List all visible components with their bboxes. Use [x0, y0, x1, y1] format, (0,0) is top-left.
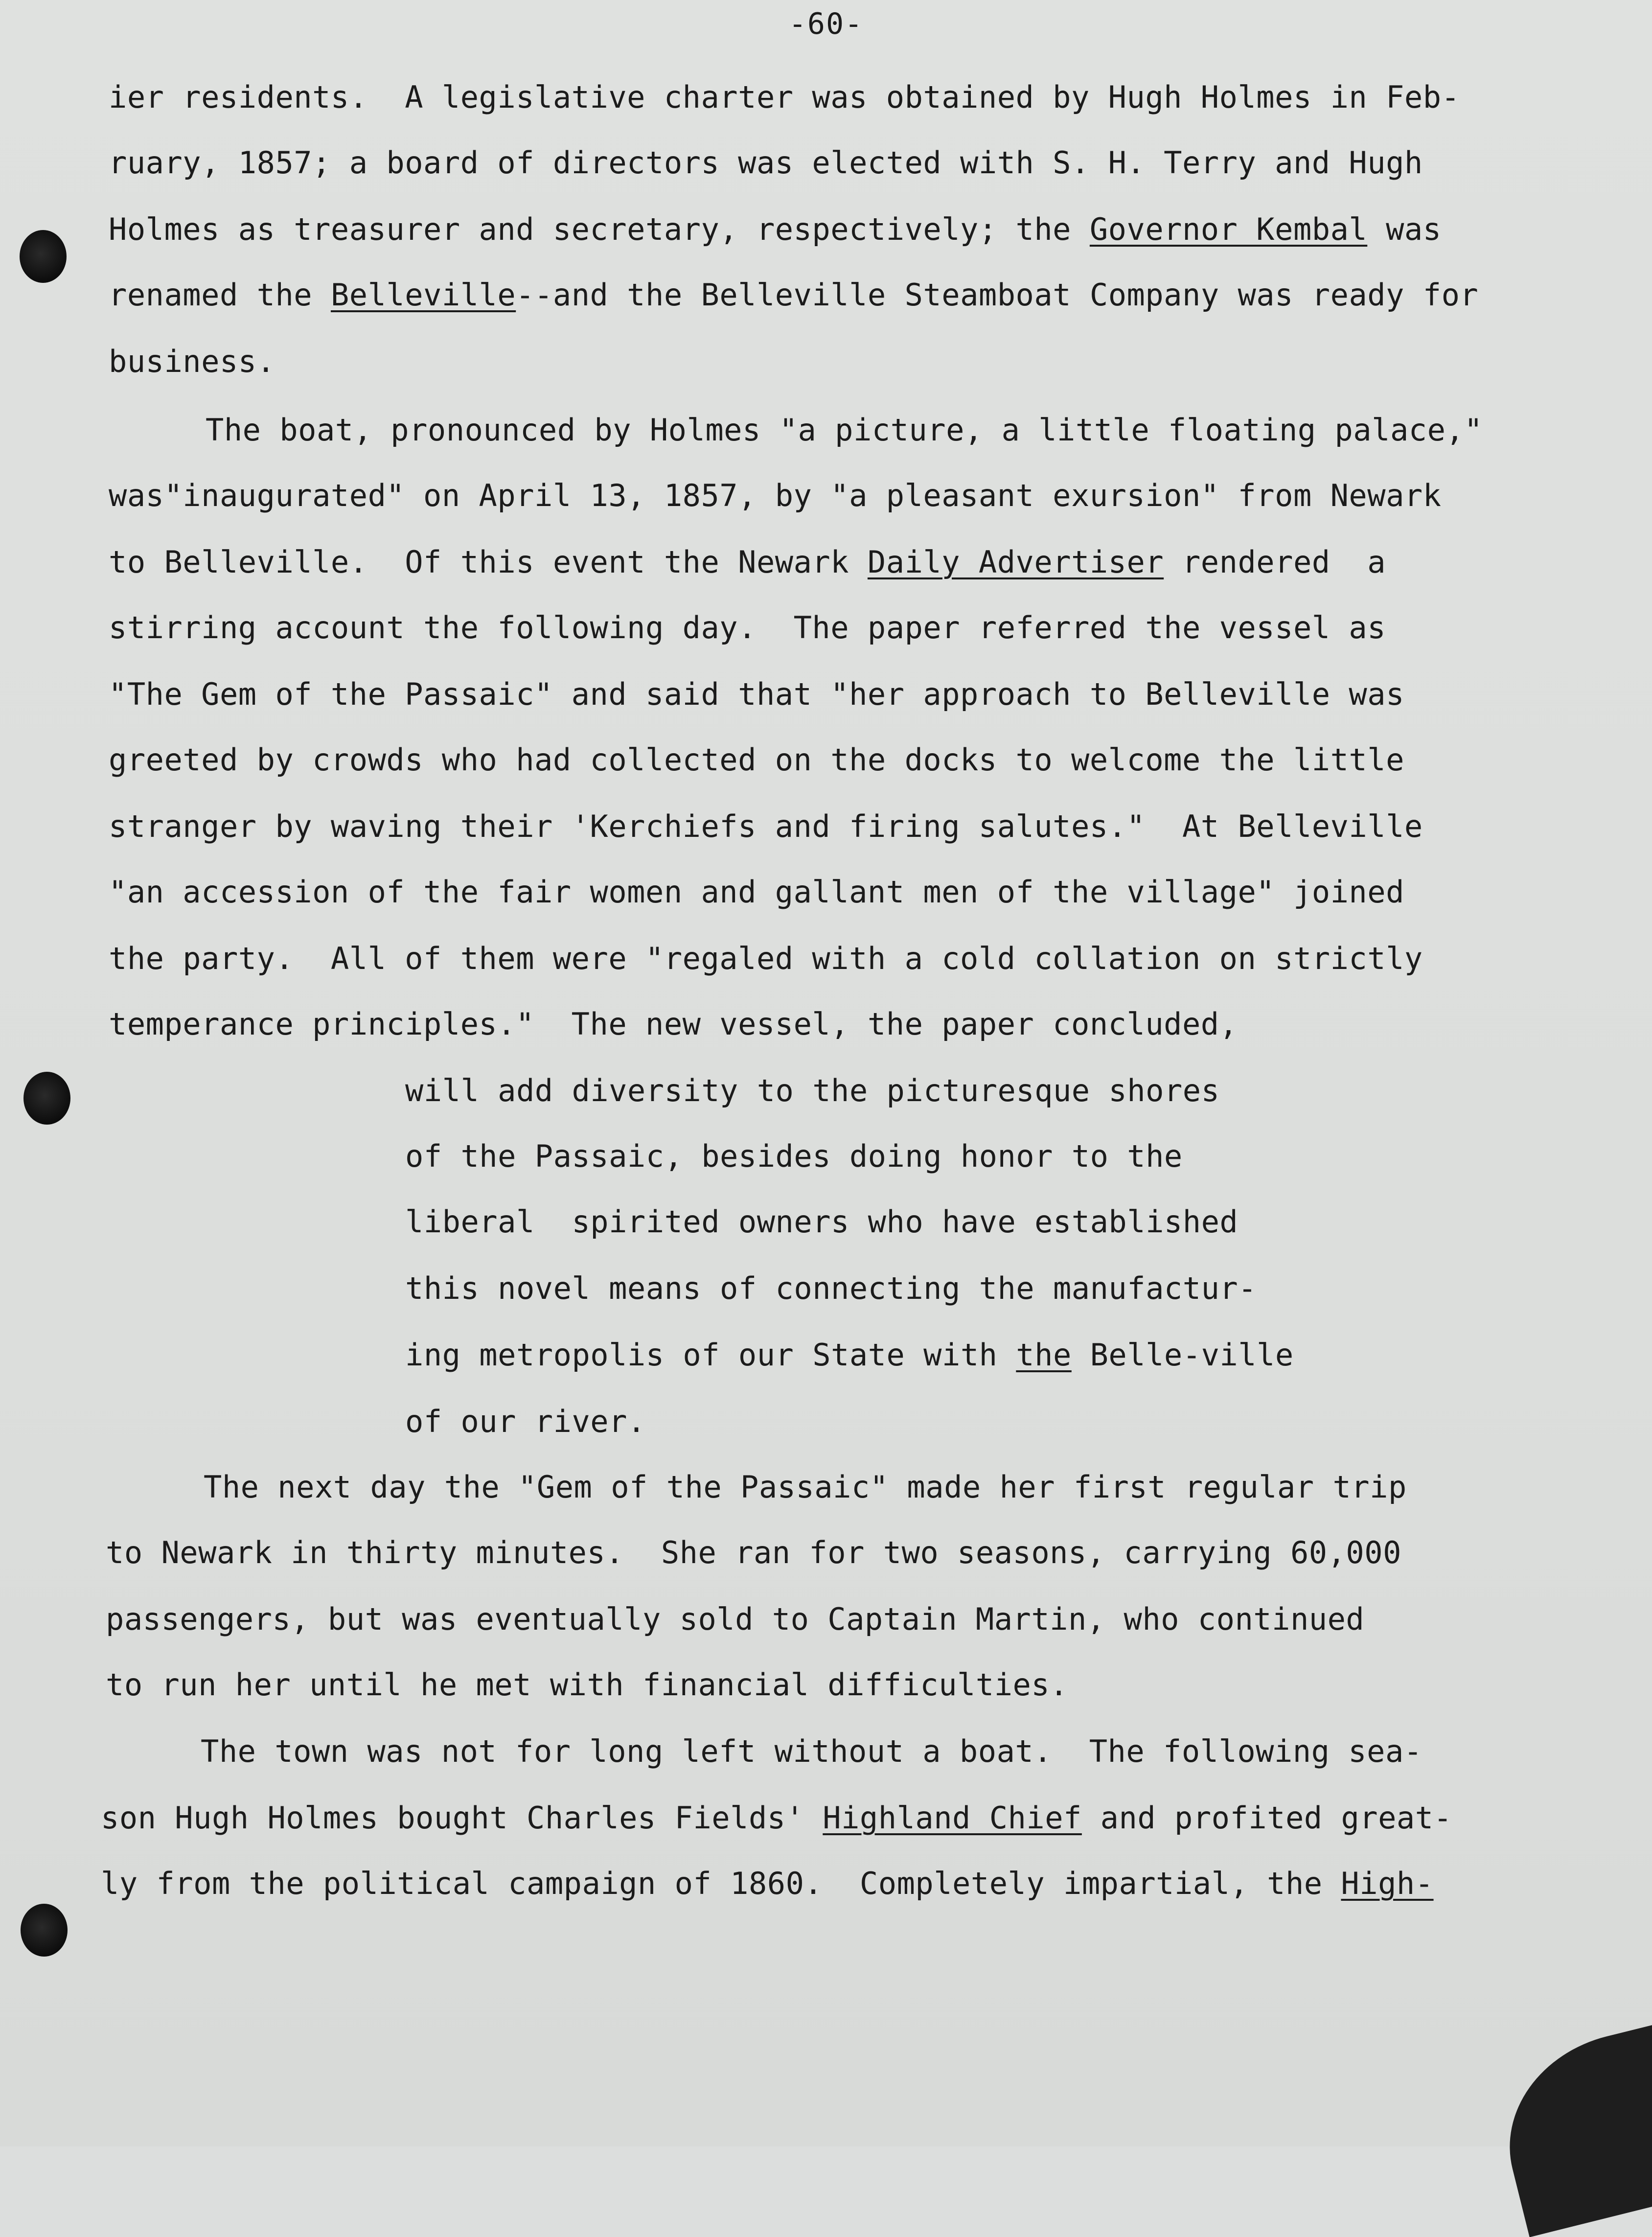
page-number: -60- — [788, 7, 864, 41]
underlined-title: the — [1016, 1337, 1072, 1373]
text-line — [405, 1204, 1239, 1240]
text-line — [109, 941, 1423, 976]
text-run: was"inaugurated" on April 13, 1857, by "a pleasant exursion" from Newark — [109, 478, 1442, 513]
text-run: rendered a — [1164, 544, 1386, 580]
text-run: will add diversity to the picturesque shores — [405, 1073, 1220, 1108]
text-run: The town was not for long left without a boat. The following sea- — [201, 1733, 1423, 1769]
text-run: to run her until he met with financial difficulties. — [106, 1667, 1069, 1703]
text-line — [109, 874, 1404, 910]
text-line — [109, 145, 1423, 181]
text-line — [109, 346, 275, 377]
text-line — [206, 412, 1483, 448]
underlined-title: High- — [1341, 1866, 1434, 1901]
text-line — [109, 808, 1423, 844]
text-run: Belle-ville — [1071, 1337, 1294, 1373]
page-corner-shadow — [1487, 2017, 1652, 2237]
underlined-title: Governor Kembal — [1089, 211, 1368, 247]
text-run: of our river. — [405, 1404, 646, 1439]
text-line — [106, 1535, 1401, 1570]
text-line — [106, 1667, 1069, 1703]
text-run: The boat, pronounced by Holmes "a picture, a little floating palace," — [206, 412, 1483, 448]
text-run: stranger by waving their 'Kerchiefs and firing salutes." At Belleville — [109, 808, 1423, 844]
text-line — [109, 676, 1404, 712]
text-line — [405, 1073, 1220, 1108]
text-run: temperance principles." The new vessel, the paper concluded, — [109, 1006, 1238, 1042]
text-line — [109, 1006, 1238, 1042]
underlined-title: Daily Advertiser — [867, 544, 1164, 580]
text-line — [101, 1868, 1434, 1899]
text-line — [201, 1733, 1423, 1769]
text-run: business. — [109, 344, 275, 379]
text-run: renamed the — [109, 277, 331, 313]
text-line — [109, 610, 1386, 646]
text-run: --and the Belleville Steamboat Company was ready for — [516, 277, 1479, 313]
text-run: the party. All of them were "regaled with a cold collation on strictly — [109, 941, 1423, 976]
text-run: and profited great- — [1081, 1800, 1452, 1836]
text-line — [109, 742, 1404, 778]
text-line — [109, 211, 1442, 247]
text-run: was — [1367, 211, 1442, 247]
text-run: liberal spirited owners who have established — [405, 1204, 1239, 1240]
text-run: to Belleville. Of this event the Newark — [109, 544, 868, 580]
text-run: stirring account the following day. The paper referred the vessel as — [109, 610, 1386, 646]
text-run: Holmes as treasurer and secretary, respectively; the — [109, 211, 1090, 247]
text-line — [405, 1270, 1257, 1306]
text-run: to Newark in thirty minutes. She ran for two seasons, carrying 60,000 — [106, 1535, 1401, 1570]
text-run: of the Passaic, besides doing honor to the — [405, 1138, 1183, 1174]
text-line — [106, 1601, 1365, 1637]
text-run: "an accession of the fair women and gallant men of the village" joined — [109, 874, 1404, 910]
punch-hole-top — [20, 230, 67, 283]
text-line — [405, 1138, 1183, 1174]
text-run: ly from the political campaign of 1860. Completely impartial, the — [101, 1866, 1341, 1901]
text-line — [405, 1337, 1294, 1373]
punch-hole-middle — [23, 1072, 70, 1125]
text-line — [109, 277, 1479, 313]
text-line — [204, 1469, 1407, 1505]
text-run: ing metropolis of our State with — [405, 1337, 1016, 1373]
text-run: greeted by crowds who had collected on the docks to welcome the little — [109, 742, 1404, 778]
text-run: The next day the "Gem of the Passaic" made her first regular trip — [204, 1469, 1407, 1505]
text-line — [109, 79, 1460, 115]
text-line — [405, 1404, 646, 1439]
text-run: "The Gem of the Passaic" and said that "her approach to Belleville was — [109, 676, 1404, 712]
punch-hole-bottom — [21, 1904, 68, 1957]
underlined-title: Highland Chief — [823, 1800, 1082, 1836]
text-run: passengers, but was eventually sold to Captain Martin, who continued — [106, 1601, 1365, 1637]
text-line — [109, 478, 1442, 513]
text-line — [109, 544, 1386, 580]
text-run: this novel means of connecting the manufactur- — [405, 1270, 1257, 1306]
text-run: ier residents. A legislative charter was obtained by Hugh Holmes in Feb- — [109, 79, 1460, 115]
text-line — [101, 1800, 1452, 1836]
text-run: ruary, 1857; a board of directors was elected with S. H. Terry and Hugh — [109, 145, 1423, 181]
text-run: son Hugh Holmes bought Charles Fields' — [101, 1800, 823, 1836]
underlined-title: Belleville — [330, 277, 516, 313]
